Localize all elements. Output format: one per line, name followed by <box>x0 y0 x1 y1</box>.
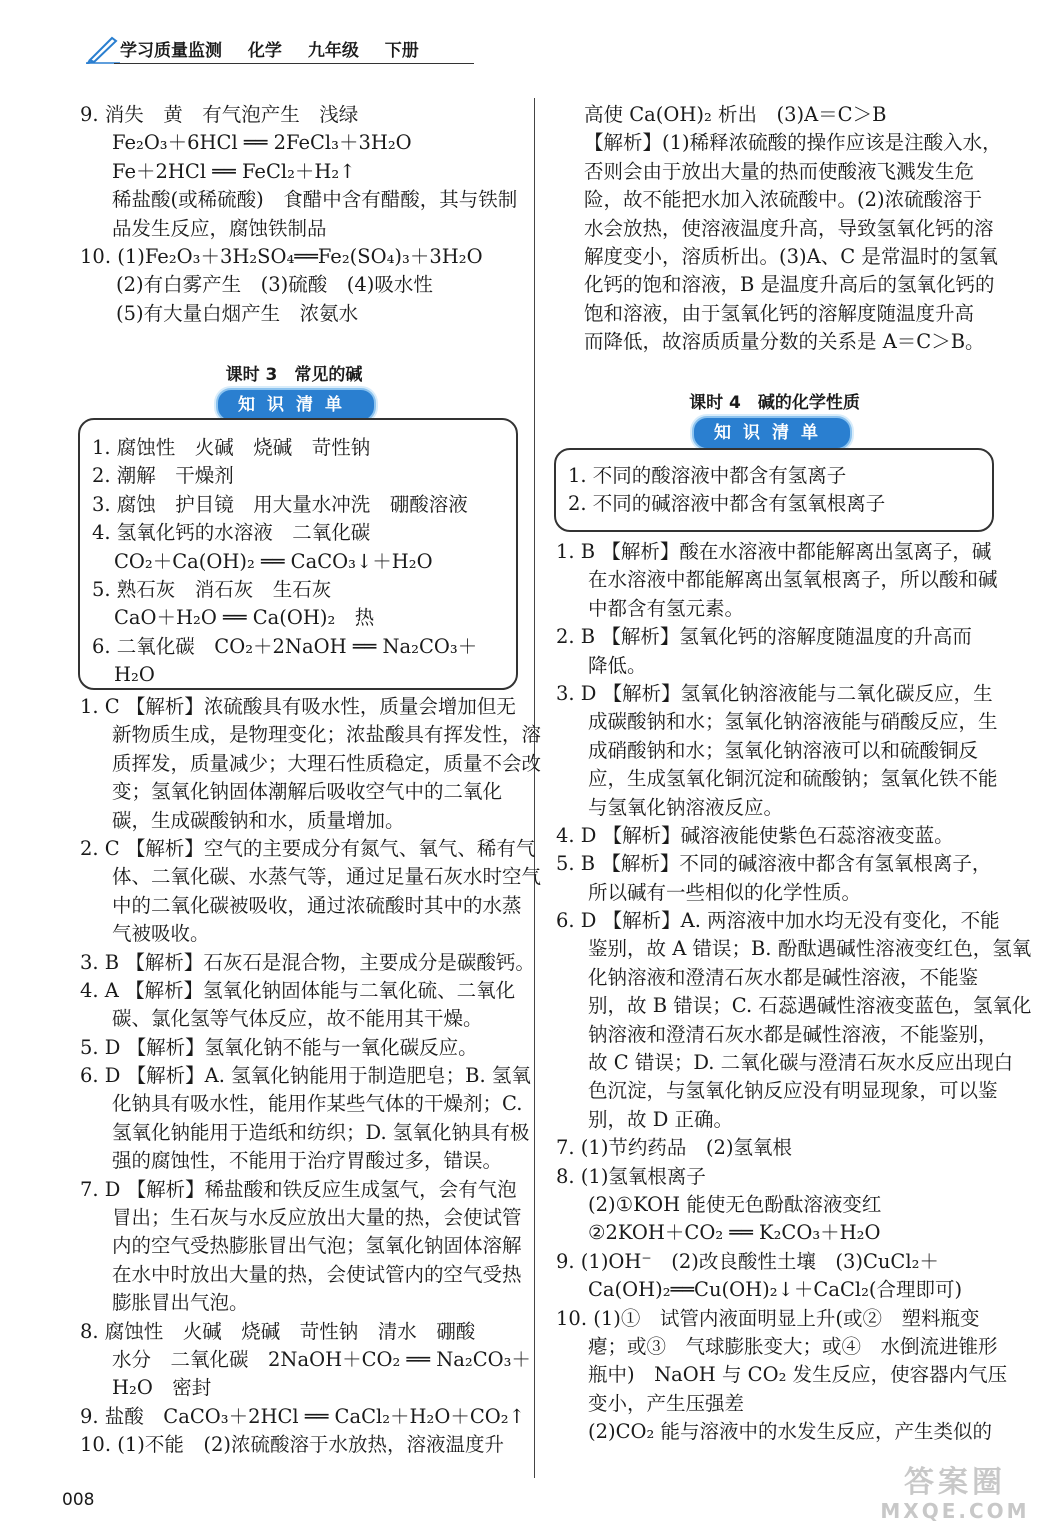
answer-line: 高使 Ca(OH)₂ 析出 (3)A＝C＞B <box>584 103 887 126</box>
header-volume: 下册 <box>384 41 419 61</box>
answer-line: Fe＋2HCl ══ FeCl₂＋H₂↑ <box>112 159 356 183</box>
answer-line: 内的空气受热膨胀冒出气泡；氢氧化钠固体溶解 <box>112 1234 522 1258</box>
answer-line: 别，故 D 正确。 <box>588 1107 734 1131</box>
lesson4-knowledge-box <box>554 448 994 532</box>
lesson4-title: 课时 4 碱的化学性质 <box>689 393 860 413</box>
knowledge-item: 1. 腐蚀性 火碱 烧碱 苛性钠 <box>92 436 371 459</box>
lesson4-answers <box>556 538 1031 1447</box>
answer-line: 强的腐蚀性，不能用于治疗胃酸过多，错误。 <box>112 1149 503 1173</box>
answer-line: 4. D 【解析】碱溶液能使紫色石蕊溶液变蓝。 <box>556 823 954 847</box>
answer-line: 而降低，故溶质质量分数的关系是 A＝C＞B。 <box>584 330 985 354</box>
answer-line: 气被吸收。 <box>112 922 210 946</box>
answer-line: 所以碱有一些相似的化学性质。 <box>588 880 862 904</box>
answer-line: 饱和溶液，由于氢氧化钙的溶解度随温度升高 <box>584 301 975 325</box>
answer-line: (5)有大量白烟产生 浓氨水 <box>116 301 359 325</box>
knowledge-item: 2. 潮解 干燥剂 <box>92 464 234 488</box>
answer-line: 8. 腐蚀性 火碱 烧碱 苛性钠 清水 硼酸 <box>80 1319 476 1343</box>
page-header <box>70 30 490 70</box>
answer-line: ②2KOH＋CO₂ ══ K₂CO₃＋H₂O <box>588 1221 881 1245</box>
answer-line: 5. D 【解析】氢氧化钠不能与一氧化碳反应。 <box>80 1035 478 1059</box>
knowledge-item: H₂O <box>114 663 155 687</box>
left-top-answers <box>80 101 517 328</box>
answer-line: 9. 消失 黄 有气泡产生 浅绿 <box>80 103 359 126</box>
knowledge-list <box>92 434 477 690</box>
answer-line: 应，生成氢氧化铜沉淀和硫酸钠；氢氧化铁不能 <box>588 767 998 791</box>
knowledge-item: 1. 不同的酸溶液中都含有氢离子 <box>568 464 847 487</box>
answer-line: 3. D 【解析】氢氧化钠溶液能与二氧化碳反应，生 <box>556 681 993 705</box>
answer-line: 3. B 【解析】石灰石是混合物，主要成分是碳酸钙。 <box>80 950 535 974</box>
pen-icon <box>86 34 120 64</box>
answer-line: 在水溶液中都能解离出氢氧根离子，所以酸和碱 <box>588 568 998 592</box>
answer-line: 膨胀冒出气泡。 <box>112 1291 249 1315</box>
answer-line: 新物质生成，是物理变化；浓盐酸具有挥发性，溶 <box>112 723 542 747</box>
answer-line: 解度变小，溶质析出。(3)A、C 是常温时的氢氧 <box>584 244 998 268</box>
answer-line: 2. C 【解析】空气的主要成分有氮气、氧气、稀有气 <box>80 836 536 860</box>
answer-line: 冒出；生石灰与水反应放出大量的热，会使试管 <box>112 1206 522 1230</box>
answer-line: 在水中时放出大量的热，会使试管内的空气受热 <box>112 1262 522 1286</box>
answer-line: 与氢氧化钠溶液反应。 <box>588 795 784 819</box>
answer-line: 中的二氧化碳被吸收，通过浓硫酸时其中的水蒸 <box>112 893 522 917</box>
answer-line: 碳、氯化氢等气体反应，故不能用其干燥。 <box>112 1007 483 1031</box>
lesson3-answers <box>80 693 541 1460</box>
answer-line: 1. B 【解析】酸在水溶液中都能解离出氢离子，碱 <box>556 540 992 563</box>
answer-line: 化钙的饱和溶液，B 是温度升高后的氢氧化钙的 <box>584 273 995 297</box>
answer-line: 2. B 【解析】氢氧化钙的溶解度随温度的升高而 <box>556 625 972 649</box>
answer-line: 水会放热，使溶液温度升高，导致氢氧化钙的溶 <box>584 216 994 240</box>
answer-line: 10. (1)不能 (2)浓硫酸溶于水放热，溶液温度升 <box>80 1433 504 1457</box>
answer-line: H₂O 密封 <box>112 1376 212 1400</box>
answer-line: (2)①KOH 能使无色酚酞溶液变红 <box>588 1192 882 1216</box>
answer-line: 色沉淀，与氢氧化钠反应没有明显现象，可以鉴 <box>588 1079 998 1103</box>
answer-line: 4. A 【解析】氢氧化钠固体能与二氧化硫、二氧化 <box>80 978 516 1002</box>
watermark-title: 答案圈 <box>904 1465 1006 1500</box>
lesson4-banner: 知识清单 <box>692 416 852 450</box>
knowledge-item: 6. 二氧化碳 CO₂＋2NaOH ══ Na₂CO₃＋ <box>92 634 478 658</box>
header-grade: 九年级 <box>307 41 359 61</box>
answer-line: 成碳酸钠和水；氢氧化钠溶液能与硝酸反应，生 <box>588 710 998 734</box>
knowledge-item: 2. 不同的碱溶液中都含有氢氧根离子 <box>568 492 886 516</box>
answer-line: (2)有白雾产生 (3)硫酸 (4)吸水性 <box>116 273 433 297</box>
answer-line: 5. B 【解析】不同的碱溶液中都含有氢氧根离子， <box>556 852 992 876</box>
knowledge-item: CaO＋H₂O ══ Ca(OH)₂ 热 <box>114 606 375 630</box>
answer-line: 碳，生成碳酸钠和水，质量增加。 <box>112 808 405 832</box>
answer-line: 瘪；或③ 气球膨胀变大；或④ 水倒流进锥形 <box>588 1334 998 1358</box>
answer-line: 瓶中) NaOH 与 CO₂ 发生反应，使容器内气压 <box>588 1363 1008 1387</box>
answer-line: 鉴别，故 A 错误；B. 酚酞遇碱性溶液变红色，氢氧 <box>588 937 1032 961</box>
answer-line: 质挥发，质量减少；大理石性质稳定，质量不会改 <box>112 751 542 775</box>
answer-line: 钠溶液和澄清石灰水都是碱性溶液，不能鉴别， <box>588 1022 998 1046</box>
answer-line: 9. (1)OH⁻ (2)改良酸性土壤 (3)CuCl₂＋ <box>556 1249 939 1273</box>
answer-line: Ca(OH)₂══Cu(OH)₂↓＋CaCl₂(合理即可) <box>588 1278 963 1302</box>
right-top-answers <box>584 101 1002 357</box>
header-series: 学习质量监测 <box>120 41 222 61</box>
header-rule <box>114 63 474 64</box>
answer-line: 化钠具有吸水性，能用作某些气体的干燥剂；C. <box>112 1092 523 1116</box>
answer-line: 氢氧化钠能用于造纸和纺织；D. 氢氧化钠具有极 <box>112 1120 530 1144</box>
answer-line: 中都含有氢元素。 <box>588 596 745 620</box>
answer-line: 化钠溶液和澄清石灰水都是碱性溶液，不能鉴 <box>588 965 979 989</box>
answer-line: 险，故不能把水加入浓硫酸中。(2)浓硫酸溶于 <box>584 188 983 212</box>
answer-line: 10. (1)Fe₂O₃＋3H₂SO₄══Fe₂(SO₄)₃＋3H₂O <box>80 244 483 268</box>
answer-line: 6. D 【解析】A. 氢氧化钠能用于制造肥皂；B. 氢氧 <box>80 1064 531 1088</box>
page-number: 008 <box>62 1490 95 1510</box>
answer-line: 降低。 <box>588 653 647 677</box>
answer-line: 别，故 B 错误；C. 石蕊遇碱性溶液变蓝色，氢氧化 <box>588 994 1032 1018</box>
answer-line: 1. C 【解析】浓硫酸具有吸水性，质量会增加但无 <box>80 695 516 718</box>
knowledge-item: 3. 腐蚀 护目镜 用大量水冲洗 硼酸溶液 <box>92 492 468 516</box>
answer-line: 变小，产生压强差 <box>588 1391 745 1415</box>
header-subject: 化学 <box>247 41 282 61</box>
lesson3-title: 课时 3 常见的碱 <box>225 365 363 385</box>
header-text <box>120 36 439 61</box>
knowledge-item: 4. 氢氧化钙的水溶液 二氧化碳 <box>92 521 371 545</box>
answer-line: 6. D 【解析】A. 两溶液中加水均无没有变化，不能 <box>556 909 1000 933</box>
watermark-logo <box>870 1466 1040 1526</box>
knowledge-item: CO₂＋Ca(OH)₂ ══ CaCO₃↓＋H₂O <box>114 549 433 573</box>
knowledge-list <box>568 462 885 519</box>
lesson3-knowledge-box <box>78 418 518 690</box>
answer-line: 【解析】(1)稀释浓硫酸的操作应该是注酸入水， <box>584 131 1002 155</box>
answer-line: 8. (1)氢氧根离子 <box>556 1164 706 1188</box>
answer-line: 故 C 错误；D. 二氧化碳与澄清石灰水反应出现白 <box>588 1051 1014 1075</box>
answer-line: 变；氢氧化钠固体潮解后吸收空气中的二氧化 <box>112 780 503 804</box>
answer-line: 9. 盐酸 CaCO₃＋2HCl ══ CaCl₂＋H₂O＋CO₂↑ <box>80 1404 525 1428</box>
answer-line: 否则会由于放出大量的热而使酸液飞溅发生危 <box>584 159 975 183</box>
answer-line: Fe₂O₃＋6HCl ══ 2FeCl₃＋3H₂O <box>112 131 412 155</box>
answer-line: 成硝酸钠和水；氢氧化钠溶液可以和硫酸铜反 <box>588 738 979 762</box>
answer-line: 7. D 【解析】稀盐酸和铁反应生成氢气，会有气泡 <box>80 1177 517 1201</box>
answer-line: 水分 二氧化碳 2NaOH＋CO₂ ══ Na₂CO₃＋ <box>112 1347 531 1371</box>
watermark-url: MXQE.COM <box>880 1499 1030 1523</box>
answer-line: 稀盐酸(或稀硫酸) 食醋中含有醋酸，其与铁制 <box>112 188 518 212</box>
knowledge-item: 5. 熟石灰 消石灰 生石灰 <box>92 577 332 601</box>
answer-line: 10. (1)① 试管内液面明显上升(或② 塑料瓶变 <box>556 1306 980 1330</box>
answer-line: 品发生反应，腐蚀铁制品 <box>112 216 327 240</box>
answer-line: 体、二氧化碳、水蒸气等，通过足量石灰水时空气 <box>112 865 542 889</box>
lesson3-banner: 知识清单 <box>216 388 376 422</box>
answer-line: 7. (1)节约药品 (2)氢氧根 <box>556 1136 793 1160</box>
answer-line: (2)CO₂ 能与溶液中的水发生反应，产生类似的 <box>588 1420 993 1444</box>
